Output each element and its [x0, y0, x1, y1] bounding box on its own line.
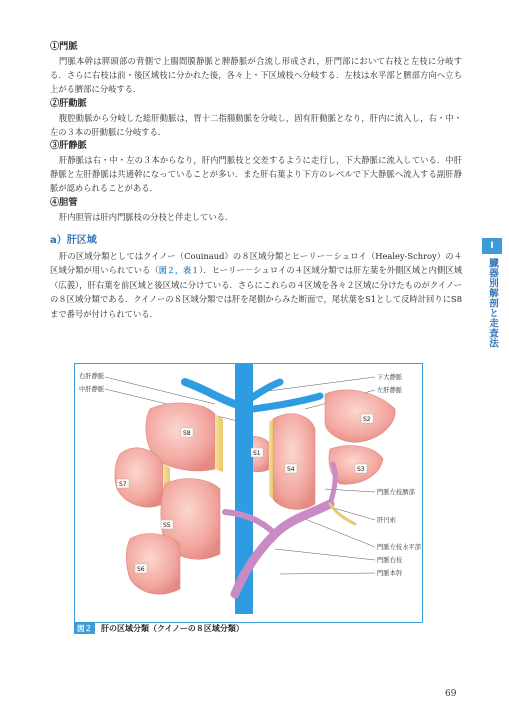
figure-caption — [74, 623, 244, 634]
portal-vein-text: 門脈本幹は膵頭部の背側で上腸間膜静脈と脾静脈が合流し形成され，肝門部において右枝と左枝に分岐する．さらに右枝は前・後区域枝に分かれた後，各々上・下区域枝へ分岐する．左枝は水平部と臍部方向へ立ち上がる臍部に分岐する． — [50, 56, 462, 95]
segment-label-s5: S5 — [163, 522, 171, 529]
segment-label-s6: S6 — [137, 566, 145, 573]
label-middle-hepatic-vein: 中肝静脈 — [79, 386, 105, 393]
liver-segments-illustration — [75, 364, 422, 622]
segment-label-s4: S4 — [287, 466, 295, 473]
figure-number-tag: 図２ — [74, 623, 95, 634]
hepatic-vein-text: 肝静脈は右・中・左の３本からなり，肝内門脈枝と交差するように走行し，下大静脈に流入している．中肝静脈と左肝静脈は共通幹になっていることが多い．また肝右葉より下方のレベルで下大静脈へ流入する副肝静脈が認められることがある． — [50, 155, 462, 194]
figure-reference-link[interactable]: 図２，表１ — [158, 266, 200, 276]
label-transverse-portion: 門脈左枝水平部 — [377, 544, 422, 551]
section-text-1: 肝の区域分類としてはクイノー（Couinaud）の８区域分類とヒーリー－シュロイ（Healey-Schroy）の４区域分類が用いられている（ — [50, 250, 462, 276]
hepatic-vein-title: ③肝静脈 — [50, 140, 87, 152]
section-heading: a）肝区域 — [50, 234, 97, 246]
segment-label-s2: S2 — [363, 416, 371, 423]
segment-label-s3: S3 — [357, 466, 365, 473]
segment-label-s7: S7 — [119, 481, 127, 488]
segment-label-s8: S8 — [183, 430, 191, 437]
hepatic-artery-text: 腹腔動脈から分岐した総肝動脈は，胃十二指腸動脈を分岐し，固有肝動脈となり，肝内に流入し，右・中・左の３本の肝動脈に分岐する． — [50, 112, 462, 137]
label-umbilical-portion: 門脈左枝臍部 — [377, 489, 415, 496]
section-paragraph — [50, 249, 462, 321]
label-right-portal-branch: 門脈右枝 — [377, 557, 403, 564]
section-text-2: ）．ヒーリー－シュロイの４区域分類では肝左葉を外側区域と内側区域（広義），肝右葉を前区域と後区域に分けている．さらにこれらの４区域を各々２区域に分けたものがクイノーの８区域分類である．クイノーの８区域分類では肝を尾側からみた断面で，尾状葉をS1として反時計回りにS8まで番号が付けられている． — [50, 265, 462, 319]
figure-caption-text: 肝の区域分類（クイノーの８区域分類） — [101, 624, 244, 633]
chapter-title: 臓器別解剖と走査法 — [487, 258, 498, 348]
label-left-hepatic-vein: 左肝静脈 — [377, 387, 403, 394]
page-number: 69 — [445, 689, 457, 699]
portal-vein-title: ①門脈 — [50, 41, 78, 52]
label-ivc: 下大静脈 — [377, 374, 403, 381]
hepatic-artery-title: ②肝動脈 — [50, 97, 87, 109]
chapter-side-tab — [482, 238, 502, 368]
body-text — [50, 40, 462, 321]
label-main-portal-vein: 門脈本幹 — [377, 570, 403, 577]
label-right-hepatic-vein: 右肝静脈 — [79, 373, 105, 380]
bile-duct-text: 肝内胆管は肝内門脈枝の分枝と伴走している． — [59, 211, 234, 222]
label-round-ligament: 肝円索 — [377, 517, 396, 524]
segment-label-s1: S1 — [253, 450, 261, 457]
chapter-mark: Ⅰ — [482, 238, 502, 254]
liver-figure — [74, 363, 423, 623]
bile-duct-title: ④胆管 — [50, 196, 78, 208]
